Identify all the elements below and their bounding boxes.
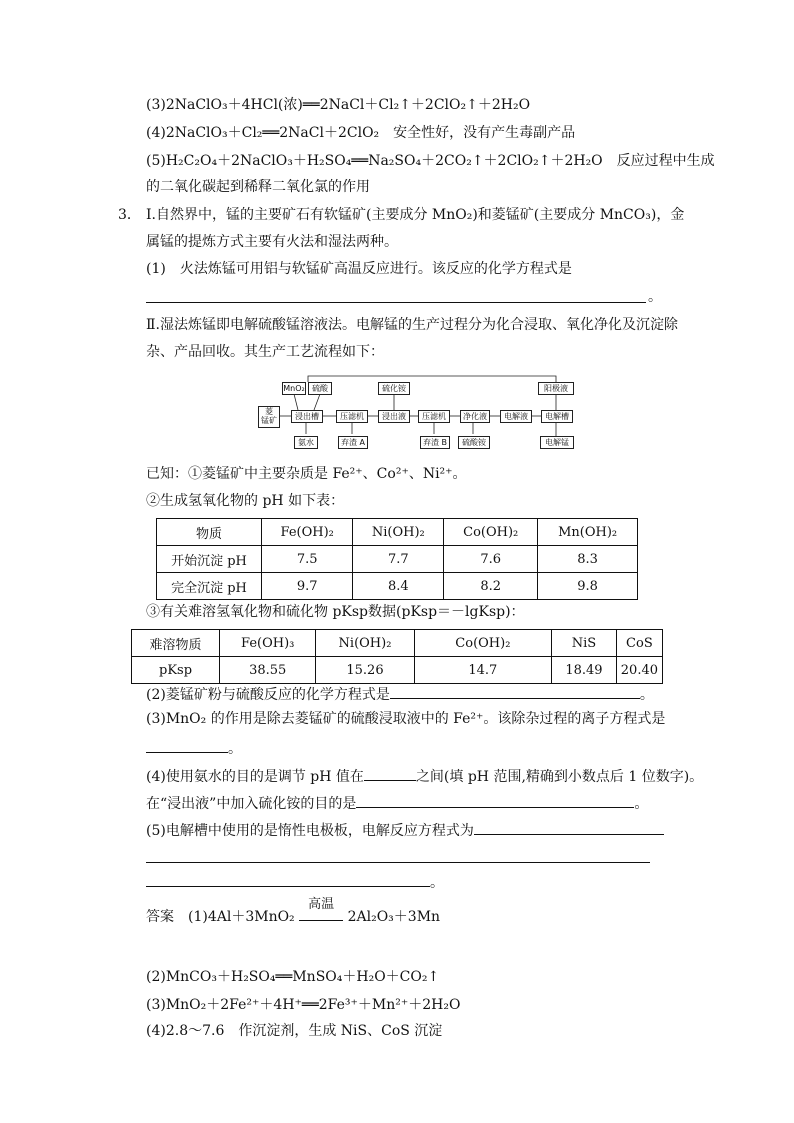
box-electrolytic-cell: 电解槽 bbox=[541, 410, 573, 423]
box-mno2: MnO₂ bbox=[283, 384, 305, 393]
period: 。 bbox=[639, 687, 654, 703]
subquestion-4-text: (4)使用氨水的目的是调节 pH 值在 bbox=[146, 769, 364, 785]
ph-cell: 9.7 bbox=[262, 573, 353, 600]
answer-blank-2 bbox=[390, 684, 640, 699]
answer-blank-7 bbox=[146, 862, 650, 863]
answer-label: 答案 bbox=[146, 909, 174, 925]
subquestion-1: (1) 火法炼锰可用铝与软锰矿高温反应进行。该反应的化学方程式是 bbox=[146, 261, 572, 277]
answer-line-3: (3)2NaClO₃＋4HCl(浓)══2NaCl＋Cl₂↑＋2ClO₂↑＋2H₂O bbox=[146, 97, 531, 113]
table-row bbox=[157, 573, 638, 600]
ksp-cell: pKsp bbox=[132, 657, 220, 684]
subquestion-2-text: (2)菱锰矿粉与硫酸反应的化学方程式是 bbox=[146, 687, 390, 703]
subquestion-3: (3)MnO₂ 的作用是除去菱锰矿的硫酸浸取液中的 Fe²⁺。该除杂过程的离子方程式是 bbox=[146, 711, 666, 727]
answer-blank-1 bbox=[146, 302, 646, 303]
period: 。 bbox=[430, 875, 444, 891]
ph-header-cell: Fe(OH)₂ bbox=[262, 519, 353, 546]
ksp-cell: 15.26 bbox=[316, 657, 414, 684]
period: 。 bbox=[648, 289, 662, 305]
period: 。 bbox=[228, 741, 242, 757]
ph-header-cell: Ni(OH)₂ bbox=[353, 519, 444, 546]
box-sulfuric-acid: 硫酸 bbox=[308, 382, 332, 395]
ph-cell: 开始沉淀 pH bbox=[157, 546, 262, 573]
subquestion-4-text-cont: 之间(填 pH 范围,精确到小数点后 1 位数字)。 bbox=[415, 769, 704, 785]
question-number: 3． bbox=[118, 207, 141, 223]
box-anolyte: 阳极液 bbox=[538, 382, 574, 395]
ph-header-cell: Co(OH)₂ bbox=[444, 519, 538, 546]
ksp-cell: 38.55 bbox=[220, 657, 316, 684]
answer-line-5-cont: 的二氧化碳起到稀释二氧化氯的作用 bbox=[146, 179, 370, 195]
ore-label-1: 菱 bbox=[265, 407, 273, 416]
ore-label-2: 锰矿 bbox=[261, 416, 277, 425]
answer-1-reactants: (1)4Al＋3MnO₂ bbox=[188, 909, 295, 925]
box-electrolyte: 电解液 bbox=[500, 410, 532, 423]
answer-blank-5 bbox=[356, 793, 634, 808]
answer-blank-8 bbox=[146, 872, 430, 887]
ksp-cell: 18.49 bbox=[552, 657, 617, 684]
ph-cell: 8.3 bbox=[538, 546, 638, 573]
box-residue-a: 弃渣 A bbox=[338, 436, 368, 449]
reaction-condition bbox=[299, 897, 343, 921]
answer-blank-3 bbox=[146, 738, 228, 753]
answer-3: (3)MnO₂＋2Fe²⁺＋4H⁺══2Fe³⁺＋Mn²⁺＋2H₂O bbox=[146, 997, 461, 1013]
answer-4: (4)2.8～7.6 作沉淀剂，生成 NiS、CoS 沉淀 bbox=[146, 1023, 443, 1039]
question-intro: Ⅰ.自然界中，锰的主要矿石有软锰矿(主要成分 MnO₂)和菱锰矿(主要成分 MnCO₃)，金 bbox=[146, 207, 685, 223]
ph-header-cell: Mn(OH)₂ bbox=[538, 519, 638, 546]
subquestion-3-blank-line bbox=[146, 738, 242, 758]
box-leachate: 浸出液 bbox=[378, 410, 410, 423]
answer-1 bbox=[146, 897, 441, 926]
table-row bbox=[157, 546, 638, 573]
table-row bbox=[132, 657, 663, 684]
box-purified-liquid: 净化液 bbox=[460, 410, 490, 423]
ksp-table-header bbox=[132, 630, 663, 657]
ph-cell: 8.2 bbox=[444, 573, 538, 600]
box-ore bbox=[258, 406, 280, 428]
condition-high-temp: 高温 bbox=[308, 897, 335, 912]
subquestion-4 bbox=[146, 766, 703, 786]
ph-cell: 7.7 bbox=[353, 546, 444, 573]
answer-line-4: (4)2NaClO₃＋Cl₂══2NaCl＋2ClO₂ 安全性好，没有产生毒副产品 bbox=[146, 125, 576, 141]
ksp-table bbox=[131, 629, 663, 684]
box-electrolytic-manganese: 电解锰 bbox=[540, 436, 574, 449]
ksp-header-cell: Co(OH)₂ bbox=[414, 630, 552, 657]
ph-cell: 8.4 bbox=[353, 573, 444, 600]
known-info-3: ③有关难溶氢氧化物和硫化物 pKsp数据(pKsp＝－lgKsp)： bbox=[146, 604, 525, 620]
ksp-header-cell: NiS bbox=[552, 630, 617, 657]
subquestion-4-part-b bbox=[146, 793, 648, 813]
ph-cell: 9.8 bbox=[538, 573, 638, 600]
ksp-header-cell: Ni(OH)₂ bbox=[316, 630, 414, 657]
box-ammonia: 氨水 bbox=[294, 436, 318, 449]
box-ammonium-sulfide: 硫化铵 bbox=[378, 382, 410, 395]
answer-blank-4 bbox=[364, 766, 416, 781]
ph-cell: 完全沉淀 pH bbox=[157, 573, 262, 600]
section-2-intro-cont: 杂、产品回收。其生产工艺流程如下： bbox=[146, 344, 384, 360]
subquestion-2 bbox=[146, 684, 654, 704]
ph-table-header bbox=[157, 519, 638, 546]
box-residue-b: 弃渣 B bbox=[420, 436, 450, 449]
answer-line-5: (5)H₂C₂O₄＋2NaClO₃＋H₂SO₄══Na₂SO₄＋2CO₂↑＋2ClO₂↑＋2H₂O 反应过程中生成 bbox=[146, 153, 715, 169]
section-2-intro: Ⅱ.湿法炼锰即电解硫酸锰溶液法。电解锰的生产过程分为化合浸取、氧化净化及沉淀除 bbox=[146, 317, 678, 333]
ph-cell: 7.6 bbox=[444, 546, 538, 573]
answer-blank-6 bbox=[474, 820, 664, 835]
ksp-cell: 20.40 bbox=[616, 657, 662, 684]
subquestion-5-text: (5)电解槽中使用的是惰性电极板，电解反应方程式为 bbox=[146, 823, 474, 839]
ksp-header-cell: 难溶物质 bbox=[132, 630, 220, 657]
known-info-1: 已知：①菱锰矿中主要杂质是 Fe²⁺、Co²⁺、Ni²⁺。 bbox=[146, 466, 467, 482]
ph-cell: 7.5 bbox=[262, 546, 353, 573]
ksp-cell: 14.7 bbox=[414, 657, 552, 684]
subquestion-4b-text: 在“浸出液”中加入硫化铵的目的是 bbox=[146, 796, 357, 812]
box-filter-press-1: 压滤机 bbox=[336, 410, 368, 423]
box-filter-press-2: 压滤机 bbox=[418, 410, 450, 423]
subquestion-5 bbox=[146, 820, 664, 840]
ksp-header-cell: CoS bbox=[616, 630, 662, 657]
period: 。 bbox=[634, 796, 649, 812]
question-intro-cont: 属锰的提炼方式主要有火法和湿法两种。 bbox=[146, 234, 398, 250]
box-ammonium-sulfate: 硫酸铵 bbox=[458, 436, 490, 449]
subquestion-5-end bbox=[146, 872, 444, 892]
ph-table bbox=[156, 518, 638, 600]
box-leach-tank: 浸出槽 bbox=[291, 410, 323, 423]
answer-2: (2)MnCO₃＋H₂SO₄══MnSO₄＋H₂O＋CO₂↑ bbox=[146, 969, 440, 985]
ksp-header-cell: Fe(OH)₃ bbox=[220, 630, 316, 657]
known-info-2: ②生成氢氧化物的 pH 如下表： bbox=[146, 493, 345, 509]
process-flowchart bbox=[258, 374, 578, 456]
answer-1-products: 2Al₂O₃＋3Mn bbox=[347, 909, 441, 925]
ph-header-cell: 物质 bbox=[157, 519, 262, 546]
